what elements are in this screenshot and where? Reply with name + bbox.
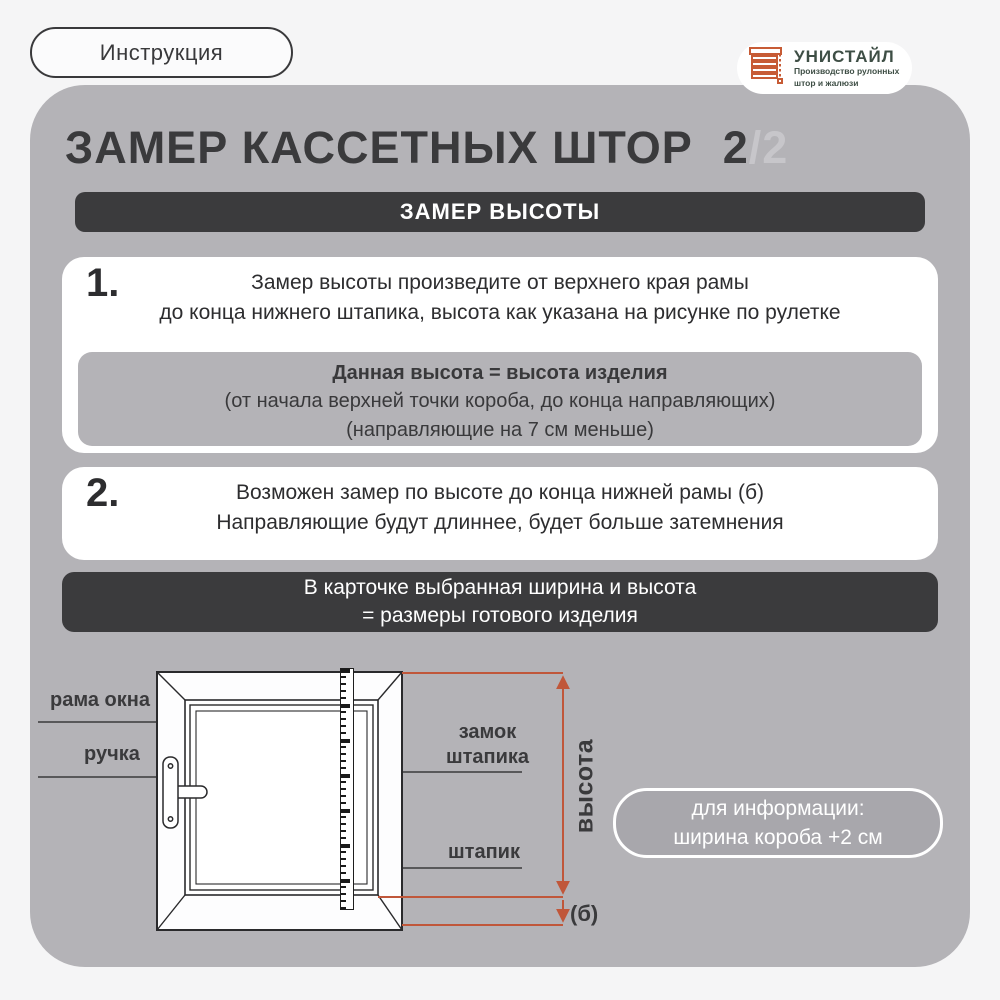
measuring-tape-icon bbox=[340, 668, 354, 910]
note-line1: Данная высота = высота изделия bbox=[332, 362, 668, 384]
note-line3: (направляющие на 7 см меньше) bbox=[346, 418, 654, 441]
instruction-button[interactable]: Инструкция bbox=[30, 27, 293, 78]
logo-subtitle-line1: Производство рулонных bbox=[794, 65, 900, 76]
step-2-text-line2: Направляющие будут длиннее, будет больше затемнения bbox=[216, 511, 784, 535]
info-box bbox=[613, 788, 943, 858]
summary-line2: = размеры готового изделия bbox=[362, 604, 638, 627]
label-window-frame: рама окна bbox=[50, 689, 150, 711]
company-logo bbox=[737, 42, 912, 94]
label-bead-lock-line1: замок bbox=[458, 721, 517, 743]
step-2-number: 2. bbox=[86, 471, 120, 515]
blinds-icon bbox=[747, 45, 787, 92]
page-indicator-total: /2 bbox=[748, 122, 789, 173]
label-bead-lock-line2: штапика bbox=[445, 746, 530, 768]
logo-subtitle-line2: штор и жалюзи bbox=[794, 77, 859, 88]
step-1-number: 1. bbox=[86, 261, 120, 305]
label-bead-lock bbox=[420, 720, 555, 770]
summary-line1: В карточке выбранная ширина и высота bbox=[303, 575, 697, 599]
label-height: высота bbox=[570, 738, 599, 834]
page-title: ЗАМЕР КАССЕТНЫХ ШТОР bbox=[65, 122, 693, 173]
note-line2: (от начала верхней точки короба, до конца направляющих) bbox=[224, 390, 776, 413]
info-box-line1: для информации: bbox=[691, 796, 865, 820]
info-box-line2: ширина короба +2 см bbox=[673, 826, 883, 849]
label-bead: штапик bbox=[448, 841, 520, 863]
page-indicator-current: 2 bbox=[722, 122, 749, 173]
window-frame bbox=[157, 672, 402, 930]
step-2-text-line1: Возможен замер по высоте до конца нижней рамы (б) bbox=[235, 481, 764, 504]
label-b-mark: (б) bbox=[570, 901, 599, 926]
step-1-text-line2: до конца нижнего штапика, высота как указана на рисунке по рулетке bbox=[159, 301, 841, 325]
label-handle: ручка bbox=[84, 743, 140, 765]
logo-brand-name: УНИСТАЙЛ bbox=[794, 46, 895, 66]
height-measurement-arrows bbox=[378, 673, 563, 925]
section-header-bar: ЗАМЕР ВЫСОТЫ bbox=[75, 192, 925, 232]
step-1-text-line1: Замер высоты произведите от верхнего края рамы bbox=[251, 271, 749, 294]
